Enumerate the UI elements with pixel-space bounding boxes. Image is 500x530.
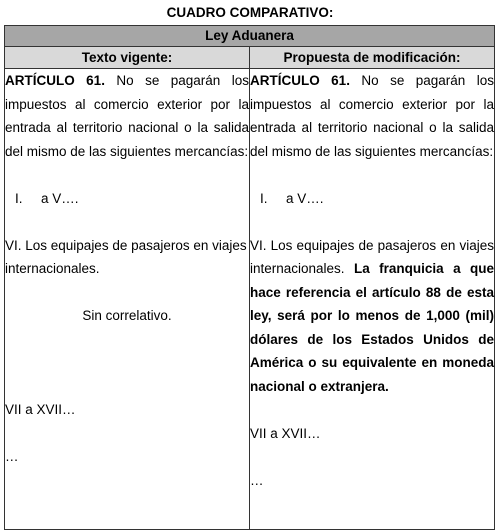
proposal-cell [250,69,495,530]
proposal-item-vi-text: VI. Los equipajes de pasajeros en viajes internacionales. [250,237,494,276]
current-roman-text: a V…. [41,190,79,206]
current-item-vi: VI. Los equipajes de pasajeros en viajes internacionales. [5,237,247,276]
current-text-column-header: Texto vigente: [5,47,250,69]
proposal-roman-num: I. [260,190,268,206]
proposal-column-header: Propuesta de modificación: [250,47,495,69]
proposal-ellipsis: … [250,472,264,488]
current-range: VII a XVII… [5,402,76,417]
proposal-item-vi-addition: La franquicia a que hace referencia el artículo 88 de esta ley, será por lo menos de 1,000 (mil) dólares de los Estados Unidos de América o su equivalente en moneda nacional o extranjera. [250,261,495,394]
proposal-roman-text: a V…. [286,190,324,206]
proposal-range: VII a XVII… [250,425,321,441]
comparison-table [4,25,495,530]
document-title: CUADRO COMPARATIVO: [166,5,334,20]
proposal-article-paragraph [250,69,494,163]
current-no-correlative: Sin correlativo. [82,308,172,323]
current-roman-range [5,187,249,211]
proposal-article-text: No se pagarán los impuestos al comercio exterior por la entrada al territorio nacional o la salida del mismo de las siguientes mercancías: [250,73,494,159]
law-name-header: Ley Aduanera [5,26,495,47]
current-article-paragraph [5,69,249,163]
current-text-cell [5,69,250,530]
proposal-article-label: ARTÍCULO 61. [250,73,350,88]
current-roman-num: I. [15,190,23,206]
current-article-label: ARTÍCULO 61. [5,73,105,88]
current-article-text: No se pagarán los impuestos al comercio exterior por la entrada al territorio nacional o la salida del mismo de las siguientes mercancías: [5,73,249,159]
proposal-item-vi [250,234,494,399]
proposal-roman-range [250,187,494,211]
current-ellipsis: … [5,449,19,464]
